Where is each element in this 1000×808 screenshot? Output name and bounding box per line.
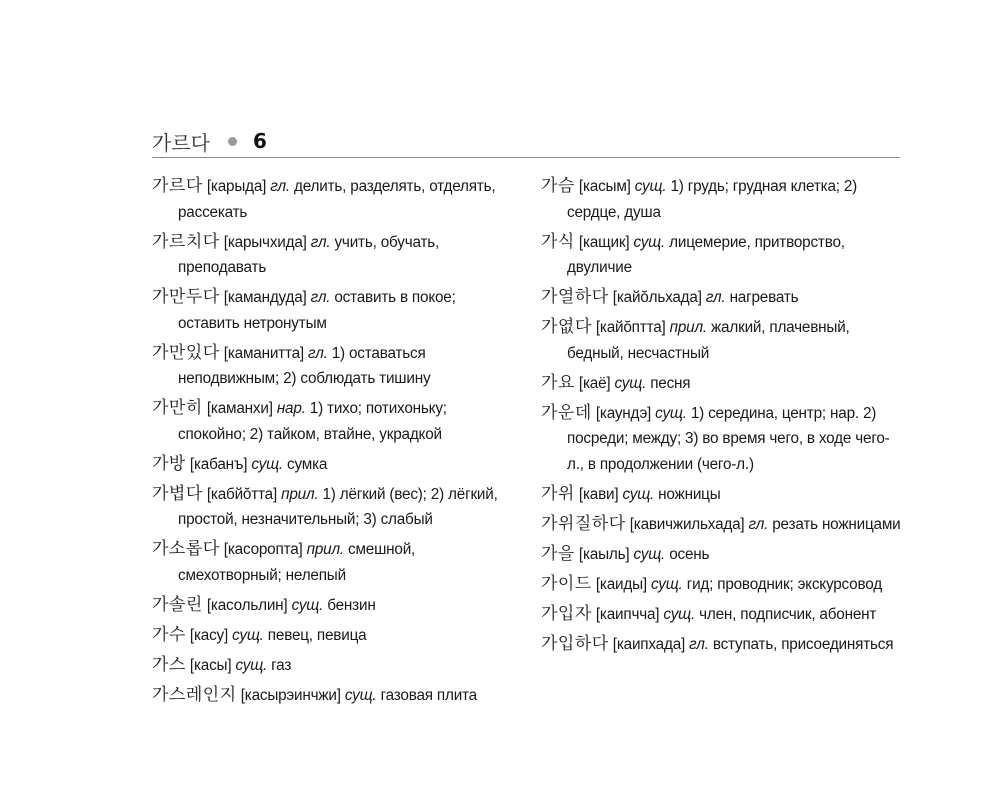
- definition: гид; проводник; экскурсовод: [686, 575, 882, 593]
- definition: 1) лёгкий (вес); 2) лёгкий, простой, незначительный; 3) слабый: [178, 485, 498, 528]
- definition: песня: [650, 374, 691, 392]
- part-of-speech: сущ.: [655, 404, 687, 422]
- transcription: [касоропта]: [223, 541, 303, 558]
- part-of-speech: сущ.: [651, 575, 683, 593]
- transcription: [каиды]: [595, 575, 647, 593]
- headword: 가스: [152, 654, 186, 675]
- definition: бензин: [327, 596, 376, 614]
- dictionary-entry: [152, 174, 517, 225]
- part-of-speech: сущ.: [235, 656, 268, 674]
- headword: 가이드: [541, 573, 592, 594]
- definition: ножницы: [658, 485, 721, 503]
- transcription: [кайŏльхада]: [612, 289, 702, 306]
- dictionary-entry: [152, 653, 517, 679]
- definition: делить, разделять, отделять, рассекать: [178, 178, 496, 221]
- dictionary-entry: [152, 285, 517, 336]
- part-of-speech: сущ.: [344, 686, 377, 704]
- transcription: [кавичжильхада]: [629, 515, 745, 533]
- part-of-speech: сущ.: [633, 545, 666, 563]
- transcription: [каипхада]: [612, 635, 686, 653]
- part-of-speech: прил.: [669, 319, 707, 336]
- dictionary-entry: [541, 230, 903, 281]
- part-of-speech: сущ.: [622, 485, 655, 503]
- transcription: [кабйŏтта]: [206, 485, 278, 503]
- header-rule: [152, 157, 900, 158]
- headword: 가르다: [152, 176, 203, 196]
- page-number: 6: [252, 129, 267, 153]
- part-of-speech: гл.: [308, 344, 328, 362]
- part-of-speech: прил.: [306, 541, 344, 558]
- dictionary-entry: [152, 537, 517, 588]
- headword: 가르치다: [152, 231, 220, 252]
- part-of-speech: сущ.: [251, 455, 283, 473]
- headword: 가소롭다: [152, 539, 220, 559]
- part-of-speech: гл.: [270, 178, 290, 195]
- definition: член, подписчик, абонент: [699, 605, 877, 623]
- definition: певец, певица: [267, 626, 367, 644]
- transcription: [кави]: [578, 485, 619, 503]
- headword: 가입하다: [541, 633, 609, 654]
- transcription: [каё]: [578, 374, 611, 392]
- dictionary-entry: [541, 315, 903, 366]
- definition: сумка: [287, 455, 328, 473]
- part-of-speech: гл.: [689, 635, 709, 653]
- definition: газ: [271, 656, 292, 674]
- dictionary-entry: [541, 174, 903, 225]
- part-of-speech: прил.: [281, 485, 319, 503]
- headword: 가만두다: [152, 287, 220, 307]
- headword: 가위질하다: [541, 513, 626, 534]
- transcription: [касольлин]: [206, 596, 288, 614]
- definition: лицемерие, притворство, двуличие: [567, 233, 845, 276]
- headword: 가볍다: [152, 483, 203, 504]
- definition: смешной, смехотворный; нелепый: [178, 541, 416, 584]
- headword: 가방: [152, 453, 186, 474]
- dictionary-entry: [541, 542, 903, 568]
- headword: 가요: [541, 372, 575, 393]
- transcription: [карыда]: [206, 178, 267, 195]
- part-of-speech: гл.: [748, 515, 769, 533]
- part-of-speech: гл.: [705, 289, 726, 306]
- definition: осень: [669, 545, 710, 563]
- definition: оставить в покое; оставить нетронутым: [178, 289, 456, 332]
- transcription: [каыль]: [578, 545, 630, 563]
- headword: 가입자: [541, 603, 592, 624]
- transcription: [касым]: [578, 178, 631, 195]
- transcription: [каманхи]: [206, 400, 273, 417]
- dictionary-entry: [152, 482, 517, 533]
- dictionary-entry: [152, 396, 517, 447]
- transcription: [кайŏптта]: [595, 319, 666, 336]
- transcription: [кабанъ]: [189, 455, 248, 473]
- dictionary-entry: [541, 632, 903, 658]
- running-header: [152, 126, 900, 156]
- dictionary-entry: [541, 572, 903, 598]
- definition: резать ножницами: [772, 515, 901, 533]
- right-column: [541, 174, 903, 662]
- headword: 가엾다: [541, 317, 592, 337]
- definition: учить, обучать, преподавать: [178, 233, 440, 276]
- headword: 가수: [152, 624, 186, 645]
- part-of-speech: сущ.: [291, 596, 324, 614]
- transcription: [касырэинчжи]: [240, 686, 341, 704]
- definition: 1) тихо; потихоньку; спокойно; 2) тайком, втайне, украдкой: [178, 400, 447, 443]
- headword: 가열하다: [541, 287, 609, 307]
- transcription: [карычхида]: [223, 233, 307, 251]
- dictionary-entry: [541, 482, 903, 508]
- dictionary-entry: [541, 371, 903, 397]
- definition: вступать, присоединяться: [712, 635, 894, 653]
- headword: 가스레인지: [152, 684, 237, 705]
- dictionary-entry: [152, 683, 517, 709]
- part-of-speech: гл.: [310, 233, 331, 251]
- part-of-speech: сущ.: [633, 233, 666, 251]
- part-of-speech: нар.: [276, 400, 306, 417]
- part-of-speech: сущ.: [634, 178, 667, 195]
- definition: 1) оставаться неподвижным; 2) соблюдать тишину: [178, 344, 431, 387]
- part-of-speech: сущ.: [614, 374, 647, 392]
- headword: 가만있다: [152, 342, 220, 363]
- dictionary-entry: [541, 401, 903, 478]
- header-word: 가르다: [152, 130, 210, 155]
- definition: газовая плита: [380, 686, 477, 704]
- headword: 가식: [541, 231, 575, 252]
- definition: нагревать: [729, 289, 799, 306]
- headword: 가을: [541, 543, 575, 564]
- definition: 1) середина, центр; нар. 2) посреди; между; 3) во время чего, в ходе чего-л., в продолжении (чего-л.): [567, 404, 890, 473]
- transcription: [касу]: [189, 626, 229, 644]
- part-of-speech: гл.: [310, 289, 331, 306]
- transcription: [кащик]: [578, 233, 630, 251]
- dictionary-entry: [541, 285, 903, 311]
- headword: 가운데: [541, 402, 592, 423]
- headword: 가만히: [152, 398, 203, 418]
- definition: жалкий, плачевный, бедный, несчастный: [567, 319, 850, 362]
- transcription: [каманитта]: [223, 344, 304, 362]
- transcription: [касы]: [189, 656, 232, 674]
- definition: 1) грудь; грудная клетка; 2) сердце, душа: [567, 178, 858, 221]
- left-column: [152, 174, 517, 713]
- headword: 가위: [541, 483, 575, 504]
- headword: 가슴: [541, 176, 575, 196]
- headword: 가솔린: [152, 594, 203, 615]
- dictionary-entry: [152, 452, 517, 478]
- dictionary-entry: [541, 602, 903, 628]
- part-of-speech: сущ.: [663, 605, 696, 623]
- transcription: [каундэ]: [595, 404, 652, 422]
- dictionary-entry: [152, 593, 517, 619]
- transcription: [каипчча]: [595, 605, 660, 623]
- dictionary-entry: [152, 341, 517, 392]
- part-of-speech: сущ.: [232, 626, 264, 644]
- transcription: [камандуда]: [223, 289, 307, 306]
- bullet-icon: [228, 137, 237, 146]
- dictionary-entry: [541, 512, 903, 538]
- dictionary-entry: [152, 623, 517, 649]
- dictionary-entry: [152, 230, 517, 281]
